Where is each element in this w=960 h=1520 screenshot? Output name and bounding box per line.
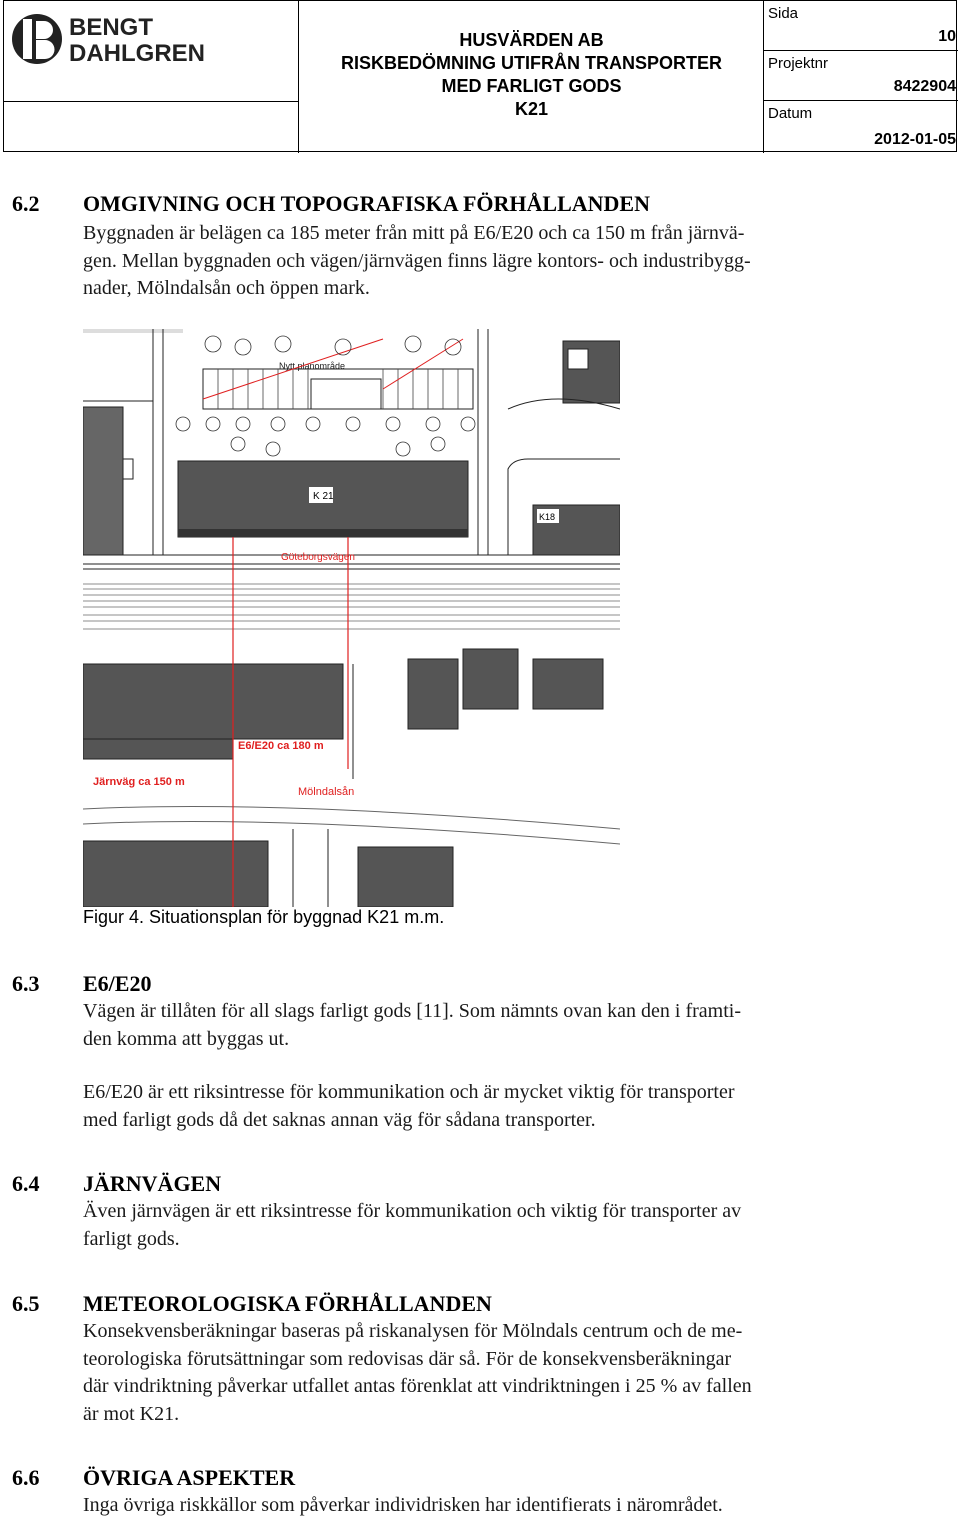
text-line: med farligt gods då det saknas annan väg för sådana transporter. [83,1108,596,1131]
figure-caption: Figur 4. Situationsplan för byggnad K21 m.m. [83,907,445,927]
section-paragraph [83,998,873,1053]
section-paragraph [83,1079,873,1134]
date-value: 2012-01-05 [874,131,956,148]
section-paragraph [83,1492,873,1520]
section-number: 6.6 [12,1465,40,1490]
date-row [764,101,958,153]
project-label: Projektnr [768,55,829,72]
page-label: Sida [768,5,799,22]
street-label: Göteborgsvägen [281,552,355,563]
title-line: RISKBEDÖMNING UTIFRÅN TRANSPORTER [341,53,722,73]
document-title [299,29,764,121]
section-number: 6.2 [12,191,40,216]
text-line: Byggnaden är belägen ca 185 meter från mitt på E6/E20 och ca 150 m från järnvä- [83,222,745,244]
section-heading: E6/E20 [83,971,152,996]
e6-distance-label: E6/E20 ca 180 m [238,740,324,752]
title-line: K21 [514,99,549,119]
title-cell [299,1,764,153]
page-header [3,0,957,152]
text-line: Vägen är tillåten för all slags farligt gods [11]. Som nämnts ovan kan den i framti- [83,1000,741,1022]
company-name-2: DAHLGREN [69,40,205,67]
text-line: där vindriktning påverkar utfallet antas förenklat att vindriktningen i 25 % av fallen [83,1375,752,1397]
rail-distance-label: Järnväg ca 150 m [93,776,185,788]
section-heading: OMGIVNING OCH TOPOGRAFISKA FÖRHÅLLANDEN [83,191,650,216]
section-number: 6.5 [12,1291,40,1316]
project-number: 8422904 [893,78,956,95]
section-paragraph [83,1318,873,1428]
page-number: 10 [938,28,956,45]
new-area-label: Nytt planområde [279,361,346,371]
text-line: teorologiska förutsättningar som redovisas där så. För de konsekvensberäkningar [83,1347,732,1370]
river-label: Mölndalsån [298,786,355,798]
section-heading: ÖVRIGA ASPEKTER [83,1465,296,1490]
text-line: är mot K21. [83,1402,180,1425]
project-row [764,51,958,101]
date-label: Datum [768,105,813,122]
company-name-1: BENGT [69,14,153,41]
text-line: E6/E20 är ett riksintresse för kommunikation och är mycket viktig för transporter [83,1081,735,1103]
title-line: HUSVÄRDEN AB [459,30,604,50]
company-logo [9,9,249,69]
text-line: Inga övriga riskkällor som påverkar individrisken har identifierats i närområdet. [83,1494,723,1516]
meta-cell [764,1,958,153]
logo-cell-lower [4,102,299,153]
section-number: 6.3 [12,971,40,996]
text-line: Även järnvägen är ett riksintresse för kommunikation och viktig för transporter av [83,1200,742,1222]
section-number: 6.4 [12,1171,40,1196]
section-heading: JÄRNVÄGEN [83,1171,222,1196]
section-heading: METEOROLOGISKA FÖRHÅLLANDEN [83,1291,492,1316]
text-line: farligt gods. [83,1227,180,1250]
section-paragraph [83,1198,873,1253]
site-plan-figure [83,329,620,907]
logo-cell [4,1,299,102]
text-line: den komma att byggas ut. [83,1027,290,1050]
text-line: nader, Mölndalsån och öppen mark. [83,277,370,299]
title-line: MED FARLIGT GODS [441,76,622,96]
page-row [764,1,958,51]
k18-label: K18 [539,512,556,522]
text-line: gen. Mellan byggnaden och vägen/järnvägen finns lägre kontors- och industribygg- [83,249,751,272]
k21-label: K 21 [313,491,334,502]
text-line: Konsekvensberäkningar baseras på riskanalysen för Mölndals centrum och de me- [83,1320,743,1342]
section-paragraph [83,220,873,303]
